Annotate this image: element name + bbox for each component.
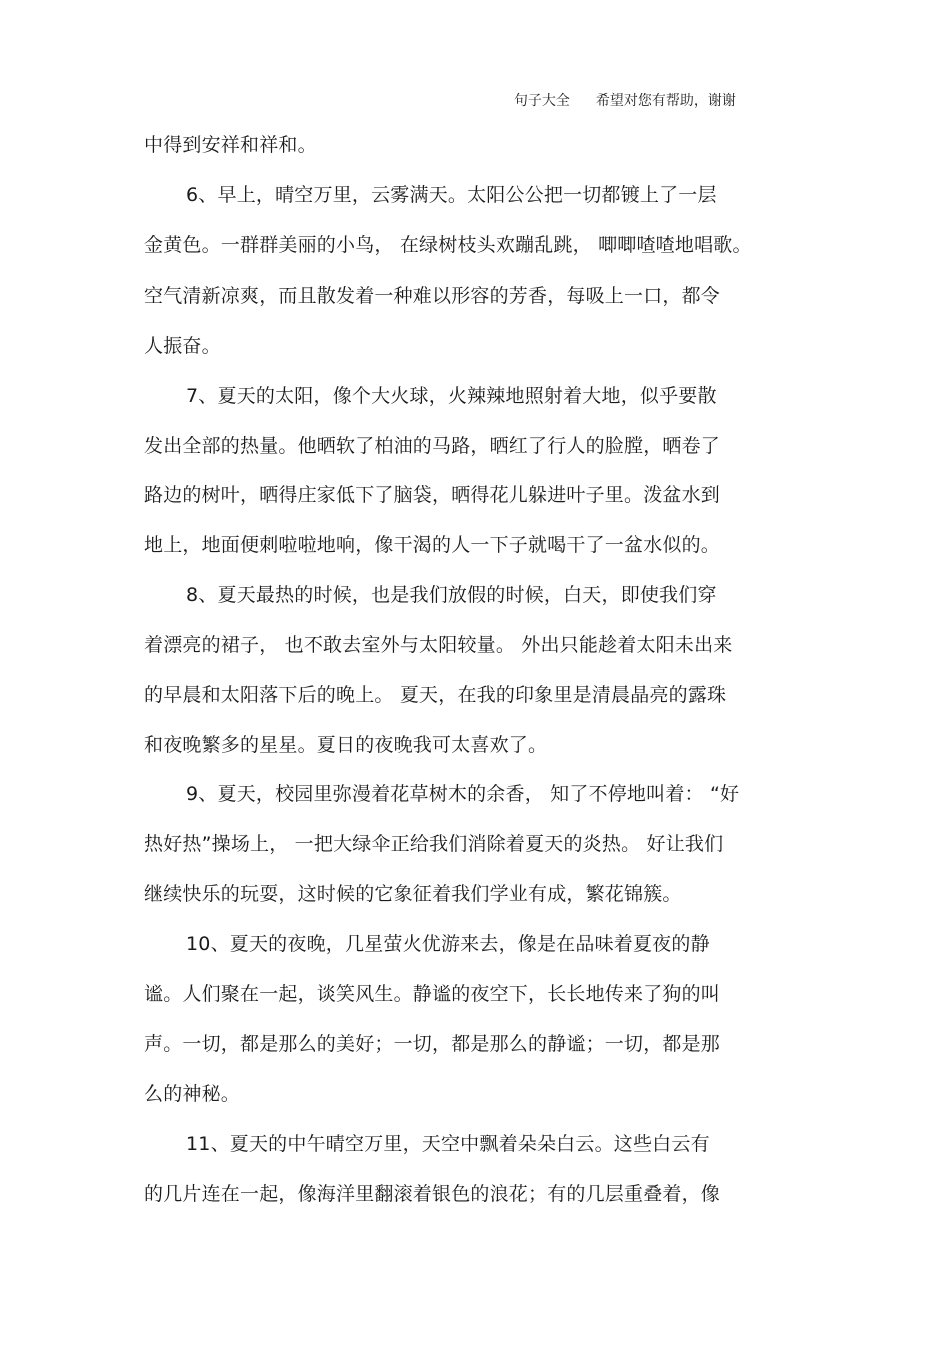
paragraph-10-line-1: 10、夏天的夜晚，几星萤火优游来去，像是在品味着夏夜的静 <box>186 933 710 955</box>
header-site-name: 句子大全 <box>513 93 570 109</box>
text-line: 地上，地面便刺啦啦地响，像干渴的人一下子就喝干了一盆水似的。 <box>144 534 721 556</box>
text-line: 空气清新凉爽，而且散发着一种难以形容的芳香，每吸上一口，都令 <box>144 285 721 307</box>
text-line: 么的神秘。 <box>144 1083 241 1105</box>
text-line: 着漂亮的裙子， 也不敢去室外与太阳较量。 外出只能趁着太阳未出来 <box>144 634 733 656</box>
paragraph-11-line-1: 11、夏天的中午晴空万里，天空中飘着朵朵白云。这些白云有 <box>186 1133 710 1155</box>
text-line: 金黄色。一群群美丽的小鸟， 在绿树枝头欢蹦乱跳， 唧唧喳喳地唱歌。 <box>144 234 752 256</box>
paragraph-8-line-1: 8、夏天最热的时候，也是我们放假的时候，白天，即使我们穿 <box>186 584 717 606</box>
paragraph-7-line-1: 7、夏天的太阳，像个大火球，火辣辣地照射着大地，似乎要散 <box>186 385 717 407</box>
text-line: 的几片连在一起，像海洋里翻滚着银色的浪花；有的几层重叠着，像 <box>144 1183 721 1205</box>
text-line: 路边的树叶，晒得庄家低下了脑袋，晒得花儿躲进叶子里。泼盆水到 <box>144 484 721 506</box>
text-line: 和夜晚繁多的星星。夏日的夜晚我可太喜欢了。 <box>144 734 548 756</box>
text-line: 的早晨和太阳落下后的晚上。 夏天，在我的印象里是清晨晶亮的露珠 <box>144 684 727 706</box>
text-line: 人振奋。 <box>144 335 221 357</box>
text-line: 继续快乐的玩耍，这时候的它象征着我们学业有成，繁花锦簇。 <box>144 883 682 905</box>
text-line: 中得到安祥和祥和。 <box>144 134 317 156</box>
text-line: 热好热”操场上， 一把大绿伞正给我们消除着夏天的炎热。 好让我们 <box>144 833 724 855</box>
text-line: 发出全部的热量。他晒软了柏油的马路，晒红了行人的脸膛，晒卷了 <box>144 435 721 457</box>
text-line: 谧。人们聚在一起，谈笑风生。静谧的夜空下，长长地传来了狗的叫 <box>144 983 721 1005</box>
paragraph-9-line-1: 9、夏天，校园里弥漫着花草树木的余香， 知了不停地叫着： “好 <box>186 783 740 805</box>
paragraph-6-line-1: 6、早上，晴空万里，云雾满天。太阳公公把一切都镀上了一层 <box>186 184 717 206</box>
header-slogan: 希望对您有帮助，谢谢 <box>595 93 736 109</box>
text-line: 声。一切，都是那么的美好；一切，都是那么的静谧；一切，都是那 <box>144 1033 721 1055</box>
